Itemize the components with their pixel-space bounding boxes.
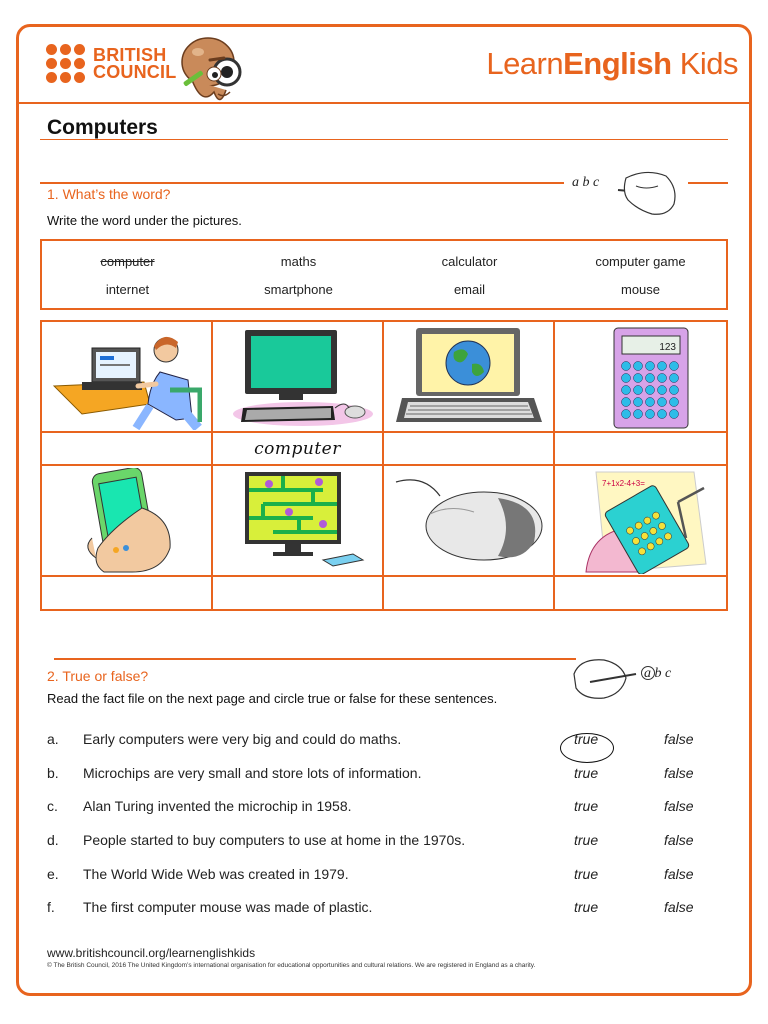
- answer-cell-2[interactable]: [213, 433, 384, 466]
- word-computer: computer: [100, 253, 155, 269]
- picture-mouse: [384, 466, 555, 577]
- word-smartphone: smartphone: [264, 282, 333, 298]
- mascot-icon: [178, 32, 254, 114]
- learnenglish-kids-logo: [486, 46, 738, 82]
- lek-logo-kids: Kids: [671, 46, 738, 81]
- true-option[interactable]: true: [574, 765, 599, 781]
- section2-heading: 2. True or false?: [47, 668, 149, 684]
- calculator-icon: [566, 324, 716, 430]
- true-option[interactable]: true: [574, 731, 599, 747]
- section1-writing-hand: [566, 164, 686, 227]
- calculator-display-text: 123: [658, 341, 676, 353]
- true-option[interactable]: true: [574, 798, 599, 814]
- page-title: Computers: [47, 116, 158, 139]
- statement-row: [47, 832, 727, 850]
- statement-row: [47, 798, 727, 816]
- answer-cell-1[interactable]: [42, 433, 213, 466]
- desktop-computer-icon: [223, 324, 373, 430]
- statement-letter: e.: [47, 866, 59, 882]
- maths-icon: [566, 468, 716, 574]
- statement-letter: d.: [47, 832, 59, 848]
- picture-calculator: [555, 322, 726, 433]
- word-maths: maths: [280, 253, 317, 269]
- false-option[interactable]: false: [664, 731, 694, 747]
- answer-cell-6[interactable]: [213, 577, 384, 609]
- statement-letter: b.: [47, 765, 59, 781]
- british-council-logo: [46, 44, 176, 83]
- section1-rule-left: [40, 182, 564, 184]
- word-computer-game: computer game: [595, 253, 686, 269]
- answer-cell-7[interactable]: [384, 577, 555, 609]
- header-divider: [19, 102, 749, 104]
- hand-letters-2: a b c: [644, 666, 672, 681]
- picture-grid: [40, 320, 728, 611]
- statement-text: Microchips are very small and store lots of information.: [83, 765, 422, 781]
- true-option[interactable]: true: [574, 832, 599, 848]
- picture-person-at-computer: [42, 322, 213, 433]
- false-option[interactable]: false: [664, 899, 694, 915]
- smartphone-icon: [52, 468, 202, 574]
- false-option[interactable]: false: [664, 866, 694, 882]
- true-option[interactable]: true: [574, 899, 599, 915]
- bc-logo-line2: COUNCIL: [93, 61, 177, 82]
- picture-computer-game: [213, 466, 384, 577]
- answer-cell-4[interactable]: [555, 433, 726, 466]
- section2-rule: [54, 658, 576, 660]
- section2-writing-hand: [570, 652, 690, 717]
- laptop-internet-icon: [394, 324, 544, 430]
- word-internet: internet: [105, 282, 150, 298]
- writing-hand-icon: [566, 164, 686, 222]
- statement-letter: c.: [47, 798, 58, 814]
- statement-letter: f.: [47, 899, 55, 915]
- false-option[interactable]: false: [664, 798, 694, 814]
- answer-computer: computer: [254, 438, 341, 459]
- false-option[interactable]: false: [664, 765, 694, 781]
- title-underline: [40, 139, 728, 140]
- word-box: [40, 239, 728, 310]
- statement-row: [47, 731, 727, 749]
- true-option[interactable]: true: [574, 866, 599, 882]
- picture-laptop: [384, 322, 555, 433]
- british-council-dots-icon: [46, 44, 85, 83]
- word-email: email: [453, 282, 486, 298]
- section1-instruction: Write the word under the pictures.: [47, 213, 242, 228]
- picture-desktop-computer: [213, 322, 384, 433]
- writing-hand-icon-2: [570, 652, 690, 712]
- statement-text: Early computers were very big and could do maths.: [83, 731, 402, 747]
- statement-text: The World Wide Web was created in 1979.: [83, 866, 349, 882]
- statement-row: [47, 899, 727, 917]
- lek-logo-learn: Learn: [486, 46, 564, 81]
- statement-letter: a.: [47, 731, 59, 747]
- statement-row: [47, 866, 727, 884]
- answer-cell-3[interactable]: [384, 433, 555, 466]
- statement-text: Alan Turing invented the microchip in 1958.: [83, 798, 352, 814]
- computer-mouse-icon: [394, 468, 544, 574]
- maths-formula-text: 7+1x2-4+3=: [601, 478, 645, 488]
- answer-cell-8[interactable]: [555, 577, 726, 609]
- word-calculator: calculator: [441, 253, 498, 269]
- word-mouse: mouse: [620, 282, 661, 298]
- answer-circle: [560, 733, 614, 763]
- person-using-internet-icon: [52, 324, 202, 430]
- picture-smartphone: [42, 466, 213, 577]
- statement-text: The first computer mouse was made of plastic.: [83, 899, 373, 915]
- section2-instruction: Read the fact file on the next page and circle true or false for these sentences.: [47, 691, 498, 706]
- statement-row: [47, 765, 727, 783]
- statement-text: People started to buy computers to use at home in the 1970s.: [83, 832, 466, 848]
- computer-game-icon: [223, 468, 373, 574]
- section1-rule-right: [688, 182, 728, 184]
- answer-cell-5[interactable]: [42, 577, 213, 609]
- footer-url[interactable]: www.britishcouncil.org/learnenglishkids: [47, 946, 256, 960]
- bc-logo-line1: BRITISH: [93, 44, 167, 65]
- footer-copyright: © The British Council, 2016 The United Kingdom’s international organisation for educational opportunities and cultural relations. We are registered in England as a charity.: [47, 962, 536, 969]
- false-option[interactable]: false: [664, 832, 694, 848]
- lek-logo-english: English: [563, 46, 672, 81]
- section1-heading: 1. What’s the word?: [47, 186, 171, 202]
- picture-maths: [555, 466, 726, 577]
- hand-letters-1: a b c: [572, 175, 600, 190]
